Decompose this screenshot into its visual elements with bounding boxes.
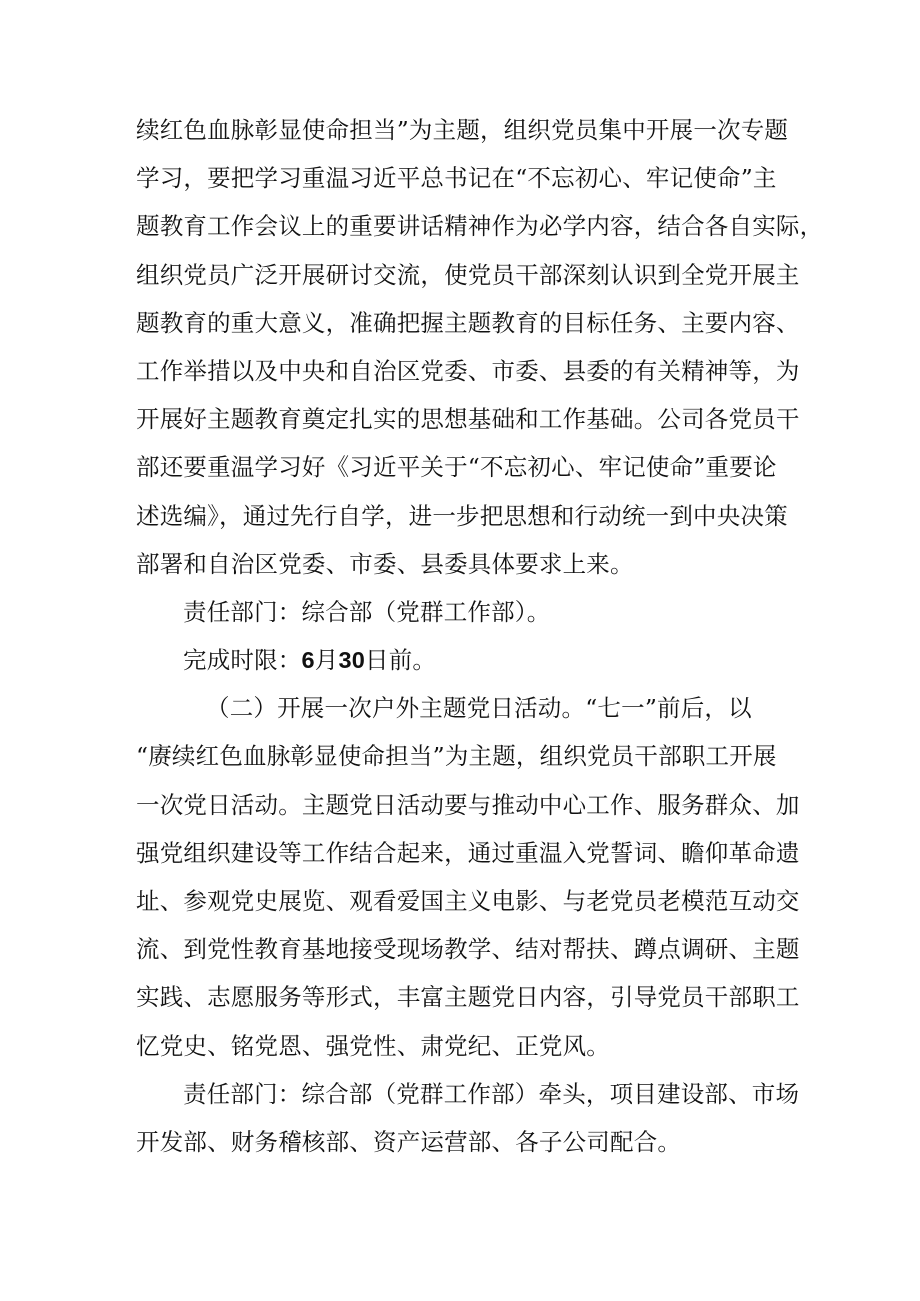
deadline-month-unit: 月 — [314, 646, 339, 675]
paragraph-line: 述选编》，通过先行自学，进一步把思想和行动统一到中央决策 — [136, 501, 788, 530]
paragraph-line: 部还要重温学习好《习近平关于“不忘初心、牢记使命”重要论 — [136, 453, 777, 482]
paragraph-line: “赓续红色血脉彰显使命担当”为主题，组织党员干部职工开展 — [136, 742, 777, 771]
deadline-day: 30 — [338, 647, 366, 674]
paragraph-line: 部署和自治区党委、市委、县委具体要求上来。 — [136, 549, 634, 578]
paragraph-line: 题教育工作会议上的重要讲话精神作为必学内容，结合各自实际， — [136, 212, 824, 241]
deadline-tail: 日前。 — [365, 646, 437, 675]
responsible-department-2: 责任部门：综合部（党群工作部）牵头，项目建设部、市场 — [183, 1079, 800, 1108]
paragraph-line: 组织党员广泛开展研讨交流，使党员干部深刻认识到全党开展主 — [136, 260, 800, 289]
paragraph-line: 题教育的重大意义，准确把握主题教育的目标任务、主要内容、 — [136, 308, 800, 337]
paragraph-line: 实践、志愿服务等形式，丰富主题党日内容，引导党员干部职工 — [136, 983, 800, 1012]
paragraph-line: 工作举措以及中央和自治区党委、市委、县委的有关精神等，为 — [136, 356, 800, 385]
paragraph-line: 开展好主题教育奠定扎实的思想基础和工作基础。公司各党员干 — [136, 405, 800, 434]
paragraph-line: 流、到党性教育基地接受现场教学、结对帮扶、蹲点调研、主题 — [136, 935, 800, 964]
deadline-month: 6 — [301, 647, 315, 674]
paragraph-line: 续红色血脉彰显使命担当”为主题，组织党员集中开展一次专题 — [136, 116, 789, 144]
deadline-line — [136, 636, 796, 684]
paragraph-line: 址、参观党史展览、观看爱国主义电影、与老党员老模范互动交 — [136, 887, 800, 915]
document-body — [136, 106, 824, 1166]
section-heading-line: （二）开展一次户外主题党日活动。“七一”前后，以 — [206, 694, 752, 723]
paragraph-line: 学习，要把学习重温习近平总书记在“不忘初心、牢记使命”主 — [136, 164, 777, 193]
paragraph-line: 强党组织建设等工作结合起来，通过重温入党誓词、瞻仰革命遗 — [136, 838, 800, 867]
paragraph-line: 一次党日活动。主题党日活动要与推动中心工作、服务群众、加 — [136, 790, 800, 819]
deadline-label: 完成时限： — [183, 646, 302, 675]
responsible-department-1: 责任部门：综合部（党群工作部）。 — [183, 597, 551, 626]
paragraph-line: 忆党史、铭党恩、强党性、肃党纪、正党风。 — [136, 1031, 610, 1060]
responsible-department-2-cont: 开发部、财务稽核部、资产运营部、各子公司配合。 — [136, 1127, 682, 1156]
